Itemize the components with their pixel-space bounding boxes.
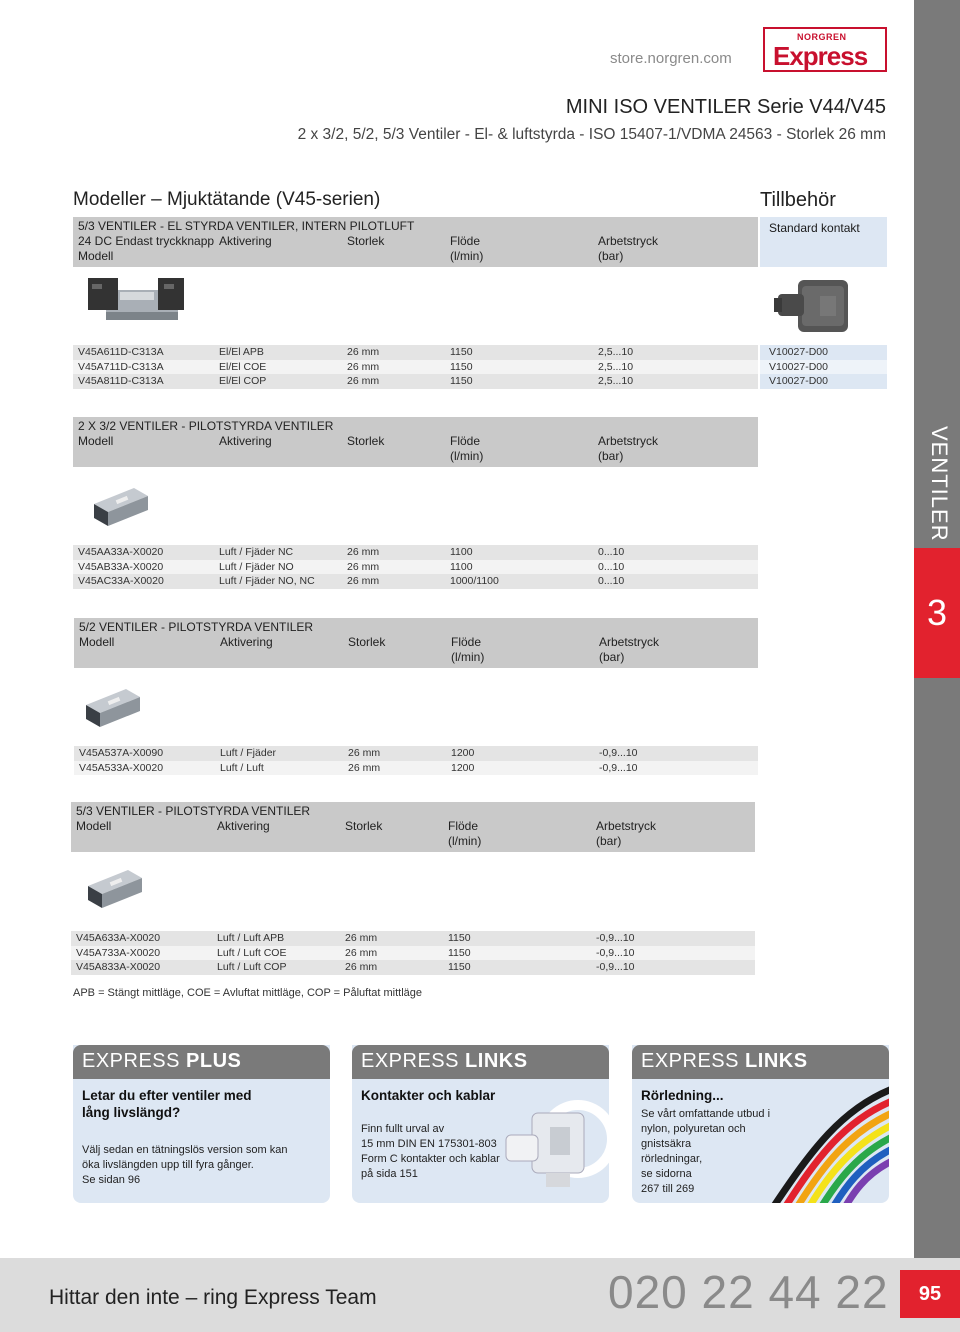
cell-flow: 1100 [450, 560, 473, 573]
table-2-header [73, 417, 758, 467]
table-row [73, 560, 758, 575]
connector-image [772, 272, 854, 340]
section-title: Modeller – Mjuktätande (V45-serien) [73, 189, 381, 210]
logo-name: Express [773, 41, 868, 71]
promo-box-title: Letar du efter ventiler med lång livslängd? [82, 1088, 252, 1120]
table-1-col-size: Storlek [347, 234, 385, 248]
table-row [73, 374, 758, 389]
cell-pressure: -0,9...10 [596, 961, 635, 973]
cell-activation: El/El APB [219, 346, 264, 358]
accessories-header [760, 217, 887, 267]
table-3-col-pressure: Arbetstryck (bar) [599, 635, 660, 664]
cell-model: V45A611D-C313A [78, 346, 164, 358]
cell-flow: 1150 [450, 360, 473, 373]
accessory-row [760, 345, 887, 360]
cell-activation: El/El COP [219, 375, 267, 387]
table-4-col-pressure: Arbetstryck (bar) [596, 819, 657, 848]
accessory-row [760, 374, 887, 389]
cell-size: 26 mm [347, 360, 380, 373]
cell-model: V45A711D-C313A [78, 360, 164, 373]
accessory-code: V10027-D00 [769, 346, 828, 358]
cell-flow: 1150 [448, 961, 471, 973]
promo-box-express-links-connectors[interactable] [352, 1045, 609, 1203]
cell-size: 26 mm [347, 375, 380, 387]
table-2-col-size: Storlek [347, 434, 385, 448]
cell-activation: Luft / Fjäder NO [219, 560, 294, 573]
cell-model: V45A533A-X0020 [79, 761, 164, 774]
cell-activation: Luft / Luft APB [217, 932, 285, 944]
table-row [73, 360, 758, 375]
accessory-code: V10027-D00 [769, 360, 828, 373]
cell-activation: Luft / Fjäder [220, 747, 277, 759]
cell-pressure: 2,5...10 [598, 360, 634, 373]
cell-pressure: -0,9...10 [596, 946, 635, 959]
table-row [74, 746, 758, 761]
accessories-title: Tillbehör [760, 189, 836, 211]
table-3-title: 5/2 VENTILER - PILOTSTYRDA VENTILER [79, 620, 314, 634]
cell-size: 26 mm [347, 575, 380, 587]
cell-activation: El/El COE [219, 360, 267, 373]
table-row [74, 761, 758, 776]
cell-pressure: 0...10 [598, 575, 625, 587]
table-1-title: 5/3 VENTILER - EL STYRDA VENTILER, INTERN PILOTLUFT [78, 219, 415, 233]
cell-model: V45A633A-X0020 [76, 932, 161, 944]
table-row [73, 545, 758, 560]
side-tab [914, 0, 960, 1332]
cell-pressure: -0,9...10 [599, 747, 638, 759]
cell-model: V45A537A-X0090 [79, 747, 164, 759]
cell-flow: 1150 [450, 346, 473, 358]
table-row [71, 960, 755, 975]
pilot-valve-image [88, 484, 152, 532]
side-tab-label-text: VENTILER [927, 426, 952, 542]
cell-size: 26 mm [345, 946, 378, 959]
cell-flow: 1150 [448, 932, 471, 944]
accessories-header-text: Standard kontakt [769, 221, 860, 235]
phone-number[interactable]: 020 22 44 22 [608, 1266, 889, 1318]
cell-activation: Luft / Luft COE [217, 946, 287, 959]
table-4-col-model: Modell [76, 819, 112, 833]
cell-model: V45AC33A-X0020 [78, 575, 164, 587]
cell-flow: 1150 [448, 946, 471, 959]
footer [0, 1258, 960, 1332]
table-2-col-activation: Aktivering [219, 434, 272, 448]
table-row [73, 574, 758, 589]
table-1-col-flow: Flöde (l/min) [450, 234, 484, 263]
cell-model: V45A833A-X0020 [76, 961, 161, 973]
cell-pressure: -0,9...10 [599, 761, 638, 774]
cell-flow: 1200 [451, 761, 475, 774]
cell-model: V45AB33A-X0020 [78, 560, 164, 573]
promo-box-heading: EXPRESS LINKS [361, 1050, 528, 1072]
cell-pressure: 2,5...10 [598, 346, 634, 358]
table-2-title: 2 X 3/2 VENTILER - PILOTSTYRDA VENTILER [78, 419, 334, 433]
logo-brand: NORGREN [797, 32, 847, 42]
store-url[interactable]: store.norgren.com [610, 50, 732, 67]
table-1-col-activation: Aktivering [219, 234, 272, 248]
table-2-col-flow: Flöde (l/min) [450, 434, 484, 463]
cell-size: 26 mm [347, 560, 380, 573]
promo-box-express-plus[interactable] [73, 1045, 330, 1203]
cell-activation: Luft / Luft COP [217, 961, 287, 973]
promo-box-title: Kontakter och kablar [361, 1088, 496, 1103]
table-4-header [71, 802, 755, 852]
cell-pressure: 0...10 [598, 560, 625, 573]
cell-size: 26 mm [345, 961, 378, 973]
promo-box-heading: EXPRESS LINKS [641, 1050, 808, 1072]
table-row [71, 931, 755, 946]
cell-pressure: 0...10 [598, 546, 625, 558]
cell-flow: 1150 [450, 375, 473, 387]
table-3-col-model: Modell [79, 635, 115, 649]
table-3-col-flow: Flöde (l/min) [451, 635, 485, 664]
connector-photo-icon [502, 1105, 594, 1195]
cell-model: V45A733A-X0020 [76, 946, 161, 959]
solenoid-valve-image [84, 272, 194, 342]
cell-activation: Luft / Fjäder NC [219, 546, 294, 558]
cell-size: 26 mm [347, 346, 380, 358]
side-tab-label [914, 410, 960, 548]
footer-text: Hittar den inte – ring Express Team [49, 1286, 377, 1309]
cell-size: 26 mm [345, 932, 378, 944]
table-3-col-size: Storlek [348, 635, 386, 649]
page-number: 95 [900, 1270, 960, 1318]
promo-box-express-links-tubing[interactable] [632, 1045, 889, 1203]
side-tab-number: 3 [914, 548, 960, 678]
pilot-valve-image [80, 685, 144, 733]
table-row [71, 946, 755, 961]
norgren-express-logo [763, 27, 887, 72]
promo-box-header [73, 1045, 330, 1079]
pilot-valve-image [82, 866, 146, 914]
table-3-header [74, 618, 758, 668]
cell-flow: 1200 [451, 747, 475, 759]
promo-box-body: Välj sedan en tätningslös version som kan öka livslängden upp till fyra gånger. Se sidan 96 [82, 1144, 288, 1186]
table-4-col-flow: Flöde (l/min) [448, 819, 482, 848]
page-title: MINI ISO VENTILER Serie V44/V45 [565, 96, 886, 118]
table-4-title: 5/3 VENTILER - PILOTSTYRDA VENTILER [76, 804, 311, 818]
promo-box-heading: EXPRESS PLUS [82, 1050, 242, 1072]
promo-box-body: Finn fullt urval av 15 mm DIN EN 175301-803 Form C kontakter och kablar på sida 151 [361, 1123, 500, 1180]
page-subtitle: 2 x 3/2, 5/2, 5/3 Ventiler - El- & luftstyrda - ISO 15407-1/VDMA 24563 - Storlek 26 mm [297, 126, 886, 143]
cell-flow: 1000/1100 [450, 575, 499, 587]
table-4-col-activation: Aktivering [217, 819, 270, 833]
cell-pressure: 2,5...10 [598, 375, 634, 387]
cell-model: V45AA33A-X0020 [78, 546, 164, 558]
table-4-col-size: Storlek [345, 819, 383, 833]
cell-activation: Luft / Luft [220, 761, 264, 774]
table-3-col-activation: Aktivering [220, 635, 273, 649]
promo-box-body: Se vårt omfattande utbud i nylon, polyuretan och gnistsäkra rörledningar, se sidorna 267 till 269 [641, 1108, 771, 1195]
cell-model: V45A811D-C313A [78, 375, 164, 387]
promo-box-header [632, 1045, 889, 1079]
table-2-col-model: Modell [78, 434, 114, 448]
table-row [73, 345, 758, 360]
cell-size: 26 mm [348, 761, 381, 774]
table-2-col-pressure: Arbetstryck (bar) [598, 434, 659, 463]
cell-flow: 1100 [450, 546, 473, 558]
cell-size: 26 mm [347, 546, 380, 558]
table-1-col-model: 24 DC Endast tryckknapp Modell [78, 234, 215, 263]
abbreviation-note: APB = Stängt mittläge, COE = Avluftat mittläge, COP = Påluftat mittläge [73, 987, 423, 999]
accessory-code: V10027-D00 [769, 375, 828, 387]
cell-activation: Luft / Fjäder NO, NC [219, 575, 315, 587]
promo-box-title: Rörledning... [641, 1088, 724, 1103]
table-1-header [73, 217, 758, 267]
cell-size: 26 mm [348, 747, 381, 759]
table-1-col-pressure: Arbetstryck (bar) [598, 234, 659, 263]
accessory-row [760, 360, 887, 375]
cell-pressure: -0,9...10 [596, 932, 635, 944]
